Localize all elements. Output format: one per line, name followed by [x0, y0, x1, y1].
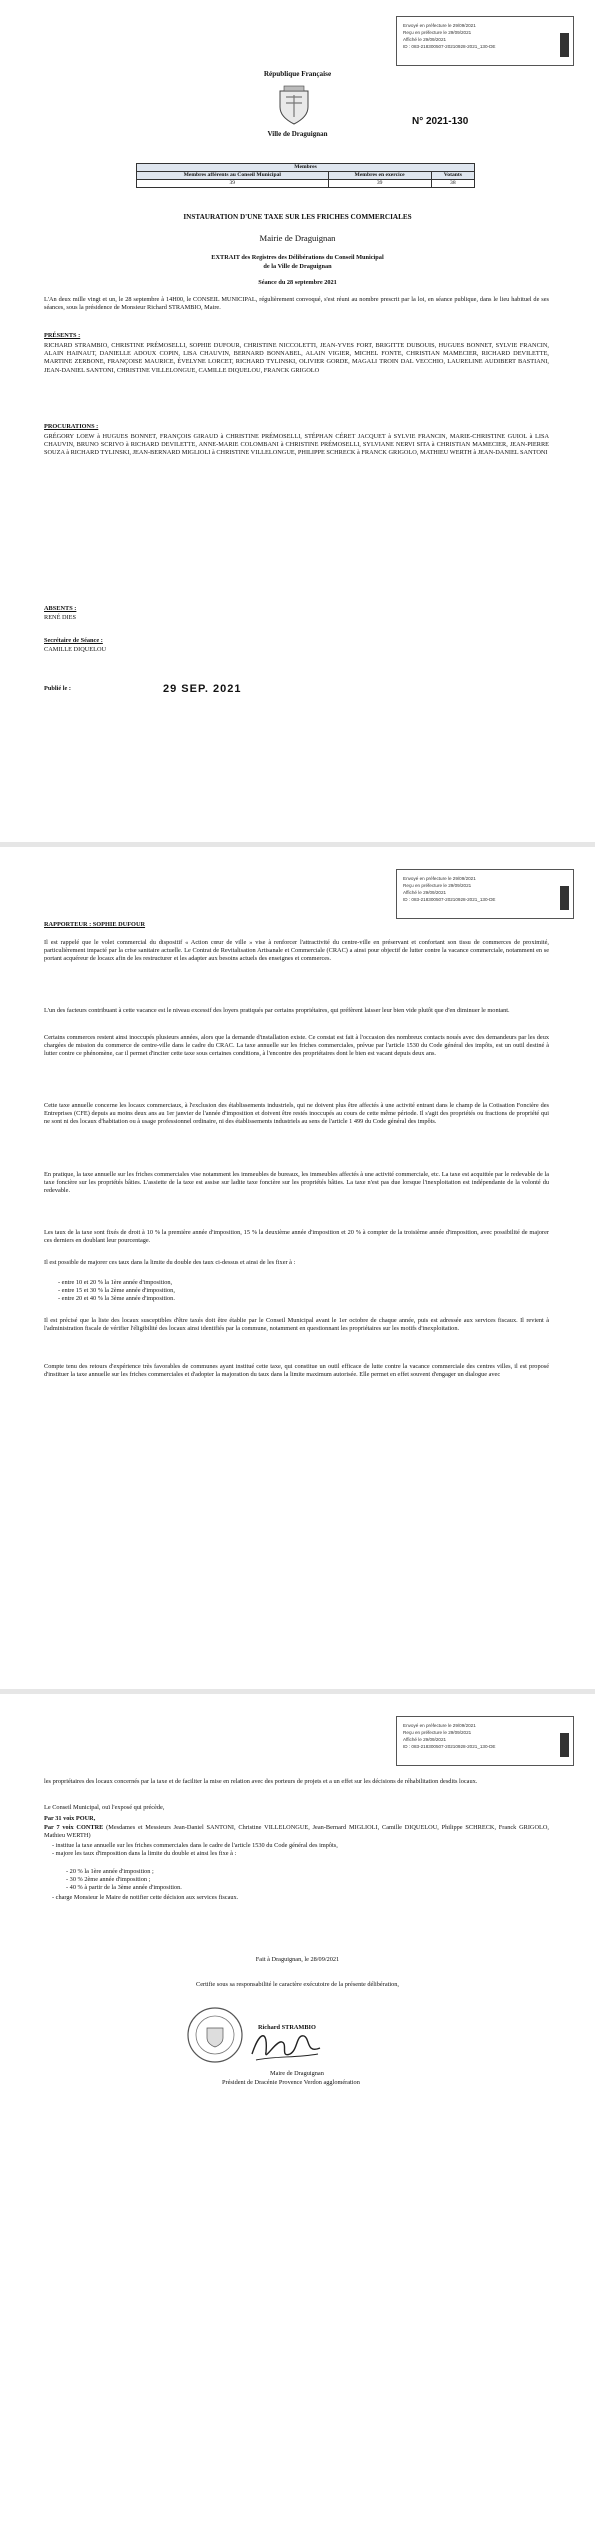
stamp-line: Envoyé en préfecture le 29/09/2021	[403, 23, 476, 28]
list-item: - 40 % à partir de la 3ème année d'imposition.	[66, 1884, 182, 1892]
paragraph: les propriétaires des locaux concernés par la taxe et de faciliter la mise en relation avec des porteurs de projets et a un effet sur les décisions de réhabilitation desdits locaux.	[44, 1778, 478, 1785]
stamp-barcode-icon	[560, 1733, 569, 1757]
vote-pour: Par 31 voix POUR,	[44, 1815, 96, 1822]
page-2	[0, 847, 595, 1689]
paragraph: En pratique, la taxe annuelle sur les friches commerciales vise notamment les immeubles de bureaux, les immeubles affectés à une activité commerciale, etc. La taxe est acquittée par le redevable de la taxe foncière sur les propriétés bâties. L'assiette de la taxe est assise sur ladite taxe foncière sur les propriétés bâties. La taxe n'est pas due lorsque l'inexploitation est indépendante de la volonté du redevable.	[44, 1171, 549, 1195]
publie-label: Publié le :	[44, 685, 71, 692]
mairie-title: Mairie de Draguignan	[259, 233, 336, 243]
signatory-title: Maire de Draguignan	[270, 2070, 324, 2077]
procurations-list: GRÉGORY LOEW à HUGUES BONNET, FRANÇOIS GIRAUD à CHRISTINE PRÉMOSELLI, STÉPHAN CÉRET JACQUET à SYLVIE FRANCIN, MARIE-CHRISTINE GUIOL à LISA CHAUVIN, BRUNO SCRIVO à RICHARD DEVILETTE, ANNE-MARIE COLOMBANI à CHRISTINE PRÉMOSELLI, SYLVIANE NERVI SITA à CHRISTIAN MAMECIER, JEAN-PIERRE SOUZA à RICHARD TYLINSKI, JEAN-BERNARD MIGLIOLI à CHRISTINE VILLELONGUE, PHILIPPE SCHRECK à FRANCK GRIGOLO, MATHIEU WERTH à JEAN-DANIEL SANTONI	[44, 433, 549, 457]
stamp-line: ID : 083-218300507-20210928-2021_130-DE	[403, 44, 496, 49]
extract-line-1: EXTRAIT des Registres des Délibérations du Conseil Municipal	[211, 254, 384, 261]
town-name: Ville de Draguignan	[267, 130, 328, 138]
stamp-line: Reçu en préfecture le 29/09/2021	[403, 1730, 472, 1735]
stamp-line: Envoyé en préfecture le 29/09/2021	[403, 876, 476, 881]
intro-paragraph: L'An deux mille vingt et un, le 28 septembre à 14H00, le CONSEIL MUNICIPAL, régulièrement convoqué, s'est réuni au nombre prescrit par la loi, en séance publique, dans le lieu habituel de ses séances, sous la présidence de Monsieur Richard STRAMBIO, Maire.	[44, 296, 549, 312]
charge-line: - charge Monsieur le Maire de notifier cette décision aux services fiscaux.	[52, 1894, 239, 1901]
secretaire-name: CAMILLE DIQUELOU	[44, 646, 107, 653]
prefecture-stamp	[396, 869, 574, 919]
stamp-barcode-icon	[560, 886, 569, 910]
list-item: - 30 % 2ème année d'imposition ;	[66, 1876, 151, 1884]
paragraph: Il est précisé que la liste des locaux susceptibles d'être taxés doit être établie par le Conseil Municipal avant le 1er octobre de chaque année, puis est adressée aux services fiscaux. Il revient à l'administration fiscale de vérifier l'éligibilité des locaux ainsi identifiés par la commune, notamment en questionnant les propriétaires sur les motifs d'inexploitation.	[44, 1317, 549, 1333]
municipal-seal-icon	[186, 2006, 244, 2064]
rates-list	[58, 1279, 175, 1304]
town-crest-icon	[276, 85, 312, 125]
fait-line: Fait à Draguignan, le 28/09/2021	[255, 1956, 340, 1963]
members-header: Membres en exercice	[328, 172, 431, 180]
signatory-title: Président de Dracénie Provence Verdon agglomération	[222, 2079, 360, 2086]
list-item: - entre 10 et 20 % la 1ère année d'imposition,	[58, 1279, 173, 1286]
presents-list: RICHARD STRAMBIO, CHRISTINE PRÉMOSELLI, SOPHIE DUFOUR, CHRISTINE NICCOLETTI, JEAN-YVES FORT, BRIGITTE DUBOUIS, HUGUES BONNET, SYLVIE FRANCIN, ALAIN HAINAUT, DANIELLE ADOUX COPIN, LISA CHAUVIN, BERNARD BONNABEL, ALAIN VIGIER, MICHEL FONTE, CHRISTIAN MAMECIER, RICHARD DEVILETTE, MARTINE ZERBONE, FRANÇOISE MAURICE, ÉVELYNE LORCET, RICHARD TYLINSKI, OLIVIER GORDE, MAGALI TROIN DAL VECCHIO, LAURELINE AUDIBERT BASTIANI, JEAN-DANIEL SANTONI, CHRISTINE VILLELONGUE, CAMILLE DIQUELOU, FRANCK GRIGOLO	[44, 342, 549, 374]
list-item: - majore les taux d'imposition dans la limite du double et ainsi les fixe à :	[52, 1850, 237, 1858]
prefecture-stamp	[396, 16, 574, 66]
decisions-list	[52, 1842, 532, 1858]
rapporteur: RAPPORTEUR : SOPHIE DUFOUR	[44, 921, 146, 928]
list-item: - institue la taxe annuelle sur les friches commerciales dans le cadre de l'article 1530 du Code général des impôts,	[52, 1842, 338, 1849]
secretaire-label: Secrétaire de Séance :	[44, 637, 103, 644]
absents-label: ABSENTS :	[44, 605, 77, 612]
certifie-line: Certifie sous sa responsabilité le caractère exécutoire de la présente délibération,	[196, 1981, 399, 1988]
members-header: Membres afférents au Conseil Municipal	[137, 172, 329, 180]
presents-label: PRÉSENTS :	[44, 332, 81, 339]
seance-date: Séance du 28 septembre 2021	[258, 279, 337, 286]
list-item: - 20 % la 1ère année d'imposition ;	[66, 1868, 154, 1875]
list-item: - entre 20 et 40 % la 3ème année d'imposition.	[58, 1295, 175, 1303]
members-value: 39	[137, 180, 329, 188]
paragraph: Il est possible de majorer ces taux dans la limite du double des taux ci-dessus et ainsi de les fixer à :	[44, 1259, 296, 1266]
signatory-name: Richard STRAMBIO	[258, 2024, 316, 2031]
stamp-line: Affiché le 29/09/2021	[403, 1737, 447, 1742]
conseil-line: Le Conseil Municipal, ouï l'exposé qui précède,	[44, 1804, 165, 1811]
paragraph: Il est rappelé que le volet commercial du dispositif « Action cœur de ville » vise à renforcer l'attractivité du centre-ville en préservant et confortant son tissu de commerces de proximité, particulièrement impacté par la crise sanitaire actuelle. Le Contrat de Revitalisation Artisanale et Commerciale (CRAC) a ainsi pour objectif de lutter contre la vacance commerciale, notamment en se portant acquéreur de locaux afin de les restructurer et les adapter aux besoins actuels des enseignes et commerces.	[44, 939, 549, 963]
paragraph: Les taux de la taxe sont fixés de droit à 10 % la première année d'imposition, 15 % la deuxième année d'imposition et 20 % à compter de la troisième année d'imposition, avec possibilité de majorer ces derniers en doublant leur pourcentage.	[44, 1229, 549, 1245]
vote-contre	[44, 1824, 549, 1840]
members-table	[136, 163, 475, 188]
procurations-label: PROCURATIONS :	[44, 423, 99, 430]
paragraph: Compte tenu des retours d'expérience très favorables de communes ayant institué cette taxe, qui constitue un outil efficace de lutte contre la vacance commerciale des centres villes, il est proposé d'instituer la taxe annuelle sur les friches commerciales et d'adopter la majoration du taux dans la limite maximum autorisée. Elle permet en effet souvent d'engager un dialogue avec	[44, 1363, 549, 1379]
vote-contre-names: (Mesdames et Messieurs Jean-Daniel SANTONI, Christine VILLELONGUE, Jean-Bernard MIGLIOLI, Camille DIQUELOU, Philippe SCHRECK, Franck GRIGOLO, Mathieu WERTH)	[44, 1824, 549, 1840]
stamp-line: Reçu en préfecture le 29/09/2021	[403, 883, 472, 888]
members-header: Votants	[431, 172, 474, 180]
paragraph: Cette taxe annuelle concerne les locaux commerciaux, à l'exclusion des établissements industriels, qui ne doivent plus être affectés à une activité entrant dans le champ de la Cotisation Foncière des Entreprises (CFE) depuis au moins deux ans au 1er janvier de l'année d'imposition et doivent être restés inoccupés au cours de cette même période. Il s'agit des propriétés ou fractions de propriété qui ne sont ni des locaux d'habitation ou à usage professionnel ordinaire, ni des établissements industriels au sens de l'article 1 499 du Code général des impôts.	[44, 1102, 549, 1126]
stamp-line: Affiché le 29/09/2021	[403, 890, 447, 895]
stamp-line: Envoyé en préfecture le 29/09/2021	[403, 1723, 476, 1728]
page-1	[0, 0, 595, 842]
paragraph: Certains commerces restent ainsi inoccupés plusieurs années, alors que la demande d'installation existe. Ce constat est fait à l'occasion des nombreux contacts noués avec des demandeurs par les deux chargées de mission du commerce de centre-ville dans le cadre du CRAC. La taxe annuelle sur les friches commerciales, prévue par l'article 1530 du Code général des impôts, est un outil destiné à lutter contre ce phénomène, car il permet d'inciter cette taxe sous certaines conditions, à l'encontre des propriétaires dont le bien est vacant depuis deux ans.	[44, 1034, 549, 1058]
stamp-line: Reçu en préfecture le 29/09/2021	[403, 30, 472, 35]
major-rates-list	[66, 1868, 182, 1893]
stamp-barcode-icon	[560, 33, 569, 57]
page-3	[0, 1694, 595, 2536]
stamp-line: ID : 083-218300507-20210928-2021_130-DE	[403, 1744, 496, 1749]
vote-contre-label: Par 7 voix CONTRE	[44, 1824, 104, 1831]
stamp-line: ID : 083-218300507-20210928-2021_130-DE	[403, 897, 496, 902]
members-value: 38	[431, 180, 474, 188]
republic-title: République Française	[263, 70, 332, 78]
deliberation-number: N° 2021-130	[412, 116, 469, 127]
extract-line-2: de la Ville de Draguignan	[263, 263, 332, 270]
prefecture-stamp	[396, 1716, 574, 1766]
members-value: 39	[328, 180, 431, 188]
stamp-line: Affiché le 29/09/2021	[403, 37, 447, 42]
subject-title: INSTAURATION D'UNE TAXE SUR LES FRICHES COMMERCIALES	[183, 213, 412, 221]
absents-list: RENÉ DIES	[44, 614, 77, 621]
list-item: - entre 15 et 30 % la 2ème année d'imposition,	[58, 1287, 175, 1295]
publie-date: 29 SEP. 2021	[163, 683, 242, 695]
paragraph: L'un des facteurs contribuant à cette vacance est le niveau excessif des loyers pratiqués par certains propriétaires, qui préfèrent laisser leur bien vide plutôt que d'en diminuer le montant.	[44, 1007, 510, 1014]
members-title: Membres	[137, 164, 475, 172]
